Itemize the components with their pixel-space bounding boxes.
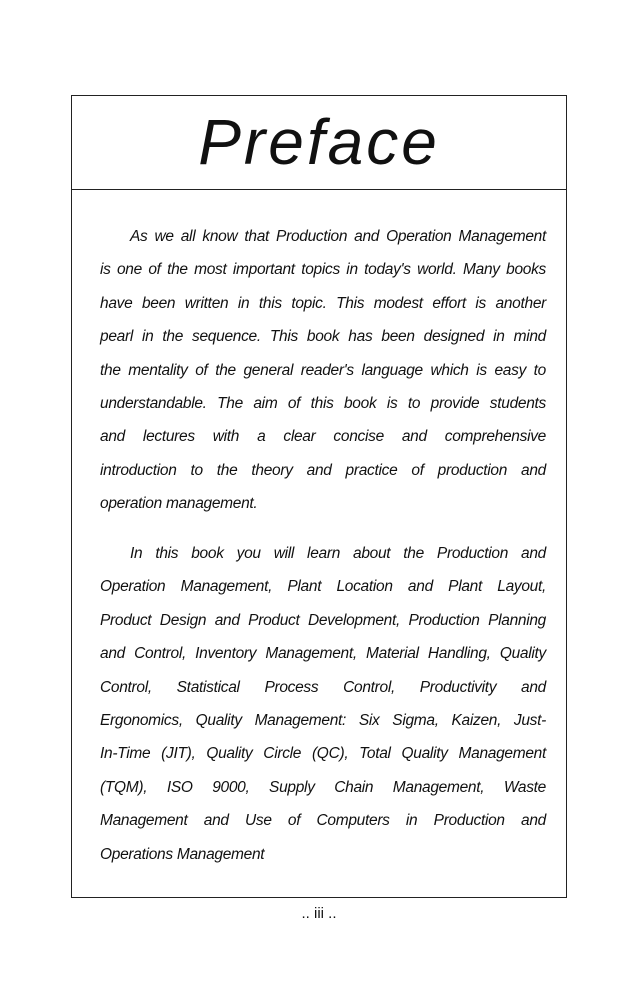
text-line: introduction to the theory and practice of production and xyxy=(100,461,546,479)
page-frame xyxy=(71,95,567,898)
paragraph-1 xyxy=(100,220,546,521)
text-line: Management and Use of Computers in Production and xyxy=(100,812,546,830)
page-number: .. iii .. xyxy=(301,905,337,922)
text-line: Ergonomics, Quality Management: Six Sigma, Kaizen, Just- xyxy=(100,711,546,729)
text-line: In this book you will learn about the Production and xyxy=(130,545,546,562)
text-line: Product Design and Product Development, Production Planning xyxy=(100,611,546,629)
title-divider xyxy=(72,189,566,190)
text-line: Control, Statistical Process Control, Productivity and xyxy=(100,678,546,696)
text-line: operation management. xyxy=(100,495,258,513)
text-line: As we all know that Production and Operation Management xyxy=(130,228,546,245)
text-line: the mentality of the general reader's language which is easy to xyxy=(100,361,546,379)
text-line: and lectures with a clear concise and comprehensive xyxy=(100,428,546,446)
page-title: Preface xyxy=(198,106,440,178)
text-line: Operation Management, Plant Location and Plant Layout, xyxy=(100,578,546,596)
text-line: understandable. The aim of this book is to provide students xyxy=(100,394,546,412)
paragraph-2 xyxy=(100,537,546,871)
text-line: Operations Management xyxy=(100,845,265,863)
text-line: and Control, Inventory Management, Material Handling, Quality xyxy=(100,645,546,663)
text-line: is one of the most important topics in today's world. Many books xyxy=(100,261,546,279)
text-line: pearl in the sequence. This book has been designed in mind xyxy=(100,328,546,346)
text-line: (TQM), ISO 9000, Supply Chain Management, Waste xyxy=(100,778,546,796)
text-line: In-Time (JIT), Quality Circle (QC), Total Quality Management xyxy=(100,745,546,763)
text-line: have been written in this topic. This modest effort is another xyxy=(100,294,546,312)
